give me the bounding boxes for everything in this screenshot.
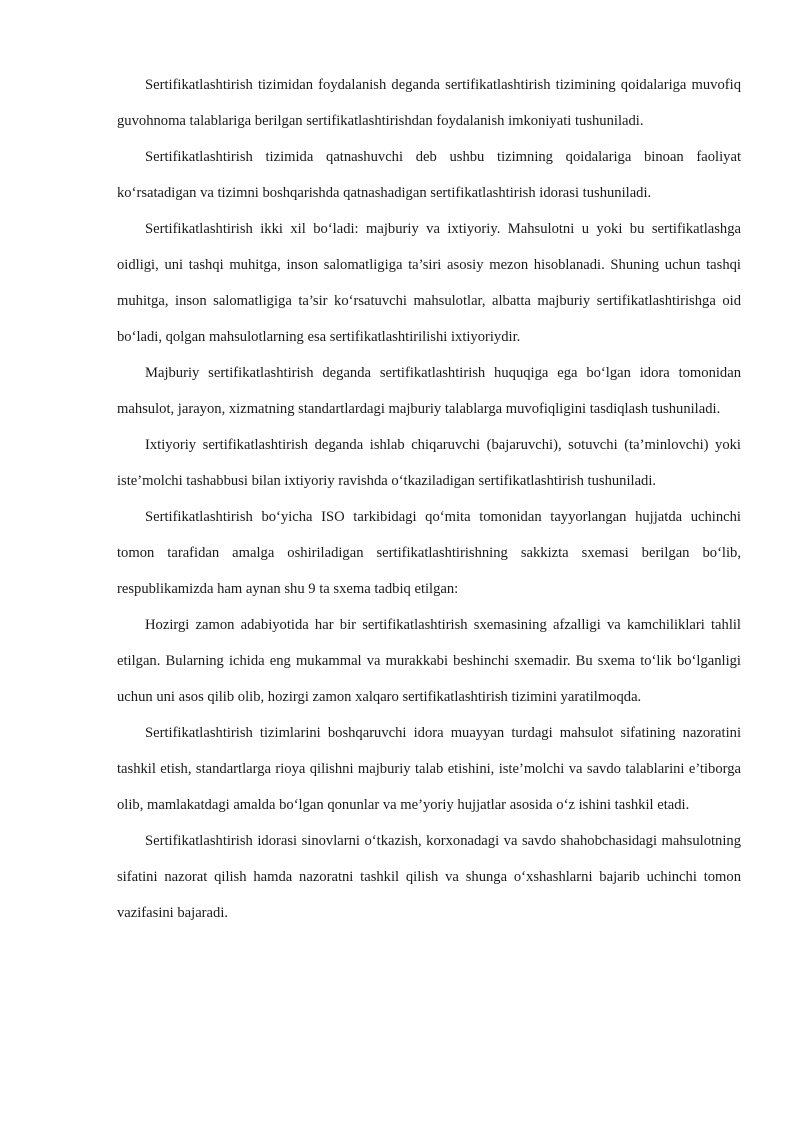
paragraph-1: Sertifikatlashtirish tizimidan foydalanish deganda sertifikatlashtirish tizimining qoidalariga muvofiq guvohnoma talablariga berilgan sertifikatlashtirishdan foydalanish imkoniyati tushuniladi. bbox=[117, 77, 741, 129]
paragraph-6: Sertifikatlashtirish bo‘yicha ISO tarkibidagi qo‘mita tomonidan tayyorlangan hujjatda uchinchi tomon tarafidan amalga oshiriladigan sertifikatlashtirishning sakkizta sxemasi berilgan bo‘lib, respublikamizda ham aynan shu 9 ta sxema tadbiq etilgan: bbox=[117, 509, 741, 597]
paragraph-4: Majburiy sertifikatlashtirish deganda sertifikatlashtirish huquqiga ega bo‘lgan idora tomonidan mahsulot, jarayon, xizmatning standartlardagi majburiy talablarga muvofiqligini tasdiqlash tushuniladi. bbox=[117, 365, 741, 417]
paragraph-8: Sertifikatlashtirish tizimlarini boshqaruvchi idora muayyan turdagi mahsulot sifatining nazoratini tashkil etish, standartlarga rioya qilishni majburiy talab etishini, iste’molchi va savdo talablarini e’tiborga olib, mamlakatdagi amalda bo‘lgan qonunlar va me’yoriy hujjatlar asosida o‘z ishini tashkil etadi. bbox=[117, 725, 741, 813]
document-body bbox=[117, 67, 741, 931]
paragraph-2: Sertifikatlashtirish tizimida qatnashuvchi deb ushbu tizimning qoidalariga binoan faoliyat ko‘rsatadigan va tizimni boshqarishda qatnashadigan sertifikatlashtirish idorasi tushuniladi. bbox=[117, 149, 741, 201]
paragraph-9: Sertifikatlashtirish idorasi sinovlarni o‘tkazish, korxonadagi va savdo shahobchasidagi mahsulotning sifatini nazorat qilish hamda nazoratni tashkil qilish va shunga o‘xshashlarni bajarib uchinchi tomon vazifasini bajaradi. bbox=[117, 833, 741, 921]
paragraph-3: Sertifikatlashtirish ikki xil bo‘ladi: majburiy va ixtiyoriy. Mahsulotni u yoki bu sertifikatlashga oidligi, uni tashqi muhitga, inson salomatligiga ta’siri asosiy mezon hisoblanadi. Shuning uchun tashqi muhitga, inson salomatligiga ta’sir ko‘rsatuvchi mahsulotlar, albatta majburiy sertifikatlashtirishga oid bo‘ladi, qolgan mahsulotlarning esa sertifikatlashtirilishi ixtiyoriydir. bbox=[117, 221, 741, 345]
paragraph-7: Hozirgi zamon adabiyotida har bir sertifikatlashtirish sxemasining afzalligi va kamchiliklari tahlil etilgan. Bularning ichida eng mukammal va murakkabi beshinchi sxemadir. Bu sxema to‘lik bo‘lganligi uchun uni asos qilib olib, hozirgi zamon xalqaro sertifikatlashtirish tizimini yaratilmoqda. bbox=[117, 617, 741, 705]
paragraph-5: Ixtiyoriy sertifikatlashtirish deganda ishlab chiqaruvchi (bajaruvchi), sotuvchi (ta’minlovchi) yoki iste’molchi tashabbusi bilan ixtiyoriy ravishda o‘tkaziladigan sertifikatlashtirish tushuniladi. bbox=[117, 437, 741, 489]
